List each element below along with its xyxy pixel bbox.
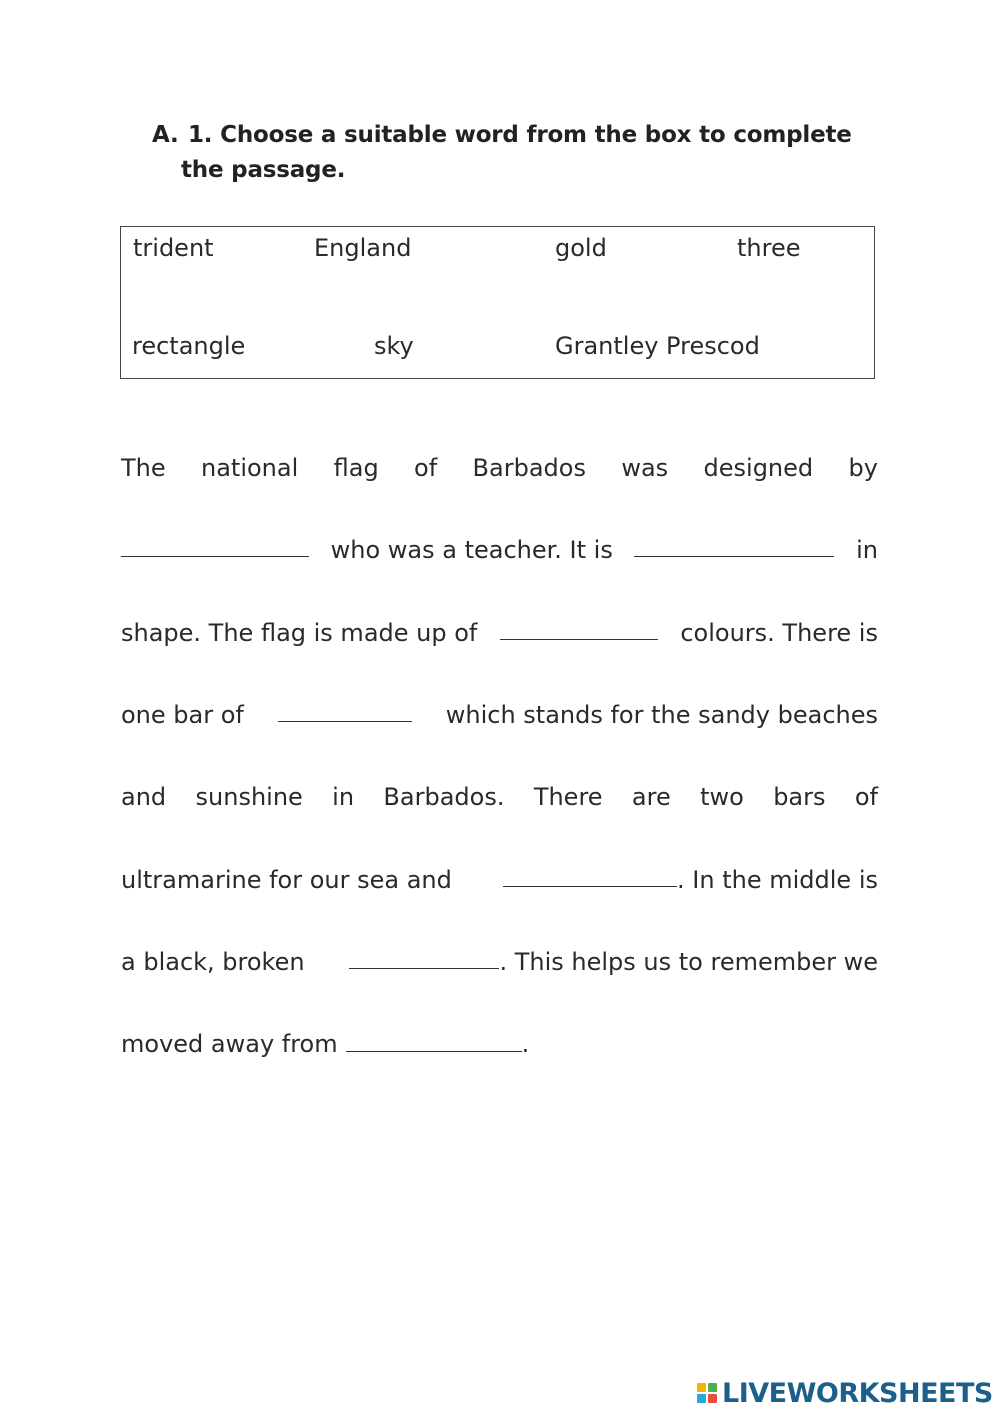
passage-word: flag [333, 454, 379, 482]
passage-word: bars [773, 783, 826, 811]
answer-blank-5[interactable] [503, 864, 677, 887]
answer-blank-4[interactable] [278, 699, 412, 722]
passage-word: was [621, 454, 669, 482]
word-england: England [314, 234, 412, 262]
passage-word: national [201, 454, 299, 482]
passage-text: a black, broken [121, 948, 305, 976]
passage-word: designed [703, 454, 814, 482]
passage-word: two [700, 783, 744, 811]
passage-word: and [121, 783, 167, 811]
answer-blank-1[interactable] [121, 534, 309, 557]
answer-blank-2[interactable] [634, 534, 834, 557]
passage-word: of [854, 783, 878, 811]
word-three: three [737, 234, 801, 262]
liveworksheets-logo [697, 1376, 993, 1410]
passage-text: which stands for the sandy beaches [445, 701, 878, 729]
instruction-line-1: 1. Choose a suitable word from the box to complete [188, 122, 852, 148]
passage-line-1 [121, 452, 878, 484]
word-gold: gold [555, 234, 607, 262]
answer-blank-6[interactable] [349, 946, 499, 969]
instruction-line-2: the passage. [181, 157, 346, 183]
passage-line-8 [121, 1028, 878, 1060]
passage-text: who was a teacher. It is [330, 536, 613, 564]
liveworksheets-logo-icon [697, 1383, 717, 1403]
passage-word: The [121, 454, 166, 482]
passage-word: of [414, 454, 438, 482]
passage-word: by [848, 454, 878, 482]
passage-word: Barbados [472, 454, 586, 482]
passage-text: colours. There is [680, 619, 878, 647]
passage-line-3 [121, 617, 878, 649]
question-label: A. [152, 122, 179, 148]
passage-word: sunshine [195, 783, 303, 811]
word-bank-box [120, 226, 875, 379]
passage-text: moved away from [121, 1030, 338, 1058]
word-trident: trident [133, 234, 214, 262]
passage-word: in [332, 783, 355, 811]
word-rectangle: rectangle [132, 332, 246, 360]
passage-text: ultramarine for our sea and [121, 866, 452, 894]
passage-line-2 [121, 534, 878, 566]
passage-word: Barbados. [383, 783, 505, 811]
passage-word: There [533, 783, 603, 811]
passage-text: . This helps us to remember we [499, 948, 878, 976]
answer-blank-3[interactable] [500, 617, 658, 640]
passage-text: . [521, 1030, 530, 1058]
passage-text: . In the middle is [677, 866, 878, 894]
word-grantley-prescod: Grantley Prescod [555, 332, 760, 360]
word-sky: sky [374, 332, 414, 360]
passage-text: in [856, 536, 878, 564]
answer-blank-7[interactable] [346, 1029, 522, 1052]
passage-word: are [631, 783, 671, 811]
passage-text: shape. The flag is made up of [121, 619, 478, 647]
passage-line-6 [121, 864, 878, 896]
brand-name: LIVEWORKSHEETS [722, 1377, 993, 1409]
passage-text: one bar of [121, 701, 244, 729]
passage-line-4 [121, 699, 878, 731]
passage-line-5 [121, 781, 878, 813]
passage-line-7 [121, 946, 878, 978]
